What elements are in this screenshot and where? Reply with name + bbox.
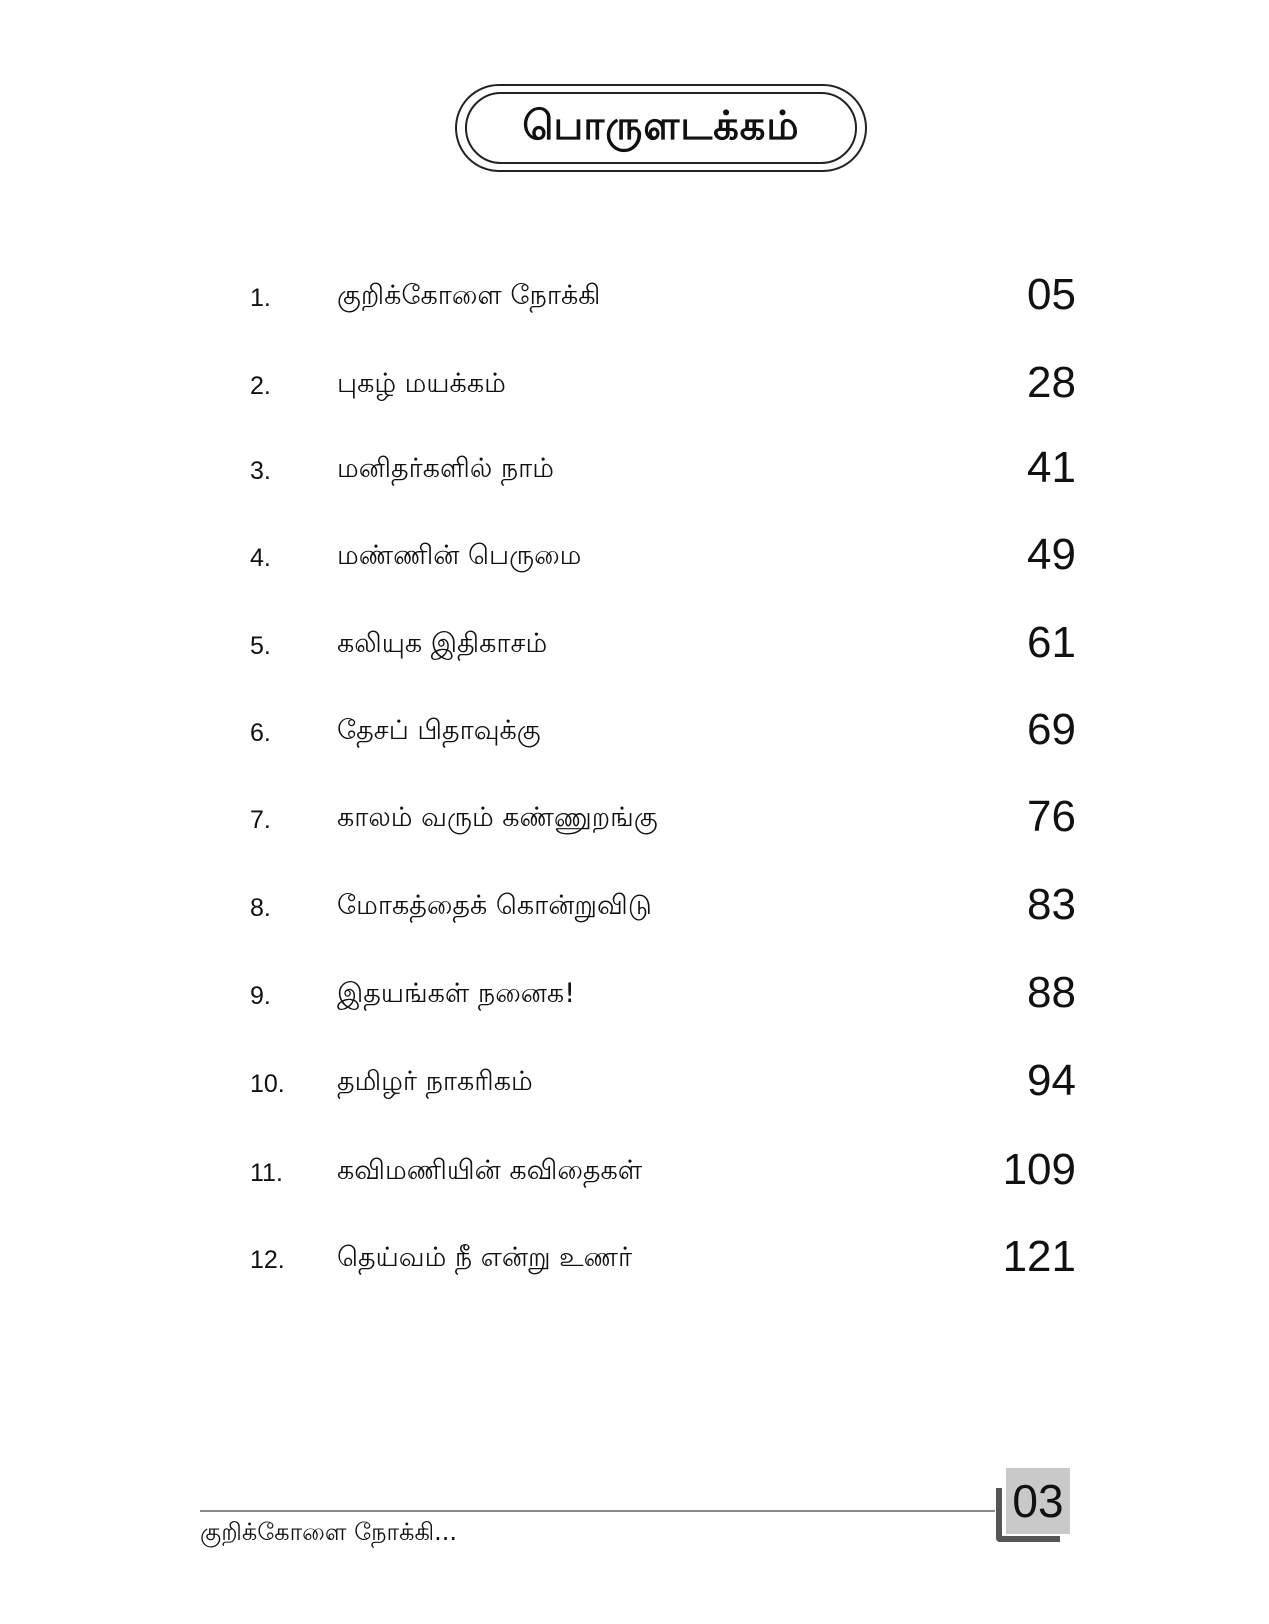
toc-entry-title: கவிமணியின் கவிதைகள்	[337, 1155, 643, 1186]
footer-divider	[200, 1510, 995, 1512]
toc-entry-title: காலம் வரும் கண்ணுறங்கு	[337, 802, 658, 833]
toc-entry-number: 3.	[250, 457, 271, 485]
toc-entry-title: மண்ணின் பெருமை	[337, 540, 582, 571]
toc-entry-number: 2.	[250, 372, 271, 400]
toc-entry[interactable]	[0, 443, 1269, 503]
toc-entry-number: 9.	[250, 982, 271, 1010]
toc-entry-page: 41	[1027, 443, 1076, 492]
toc-entry-number: 12.	[250, 1246, 285, 1274]
toc-entry-title: குறிக்கோளை நோக்கி	[337, 280, 601, 311]
toc-entry[interactable]	[0, 1145, 1269, 1205]
toc-entry-number: 6.	[250, 719, 271, 747]
toc-entry[interactable]	[0, 792, 1269, 852]
toc-entry-number: 5.	[250, 632, 271, 660]
heading-frame	[455, 84, 867, 172]
toc-entry-number: 8.	[250, 894, 271, 922]
running-title: குறிக்கோளை நோக்கி...	[200, 1518, 457, 1546]
toc-entry-title: மனிதர்களில் நாம்	[337, 453, 554, 484]
heading-inner-frame	[465, 92, 857, 164]
toc-entry-page: 121	[1002, 1232, 1076, 1281]
toc-entry[interactable]	[0, 618, 1269, 678]
toc-entry-title: கலியுக இதிகாசம்	[337, 628, 548, 659]
toc-entry-title: புகழ் மயக்கம்	[337, 368, 506, 399]
toc-entry-page: 69	[1027, 705, 1076, 754]
toc-entry-page: 94	[1027, 1056, 1076, 1105]
toc-entry-number: 7.	[250, 806, 271, 834]
toc-entry-title: தமிழர் நாகரிகம்	[337, 1066, 533, 1097]
toc-entry-page: 83	[1027, 880, 1076, 929]
toc-entry-page: 05	[1027, 270, 1076, 319]
toc-entry-page: 28	[1027, 358, 1076, 407]
toc-entry[interactable]	[0, 270, 1269, 330]
toc-entry[interactable]	[0, 968, 1269, 1028]
toc-entry-title: தேசப் பிதாவுக்கு	[337, 715, 541, 746]
toc-entry[interactable]	[0, 530, 1269, 590]
toc-entry-page: 76	[1027, 792, 1076, 841]
toc-entry-page: 49	[1027, 530, 1076, 579]
toc-entry-number: 4.	[250, 544, 271, 572]
toc-entry[interactable]	[0, 1056, 1269, 1116]
toc-entry[interactable]	[0, 1232, 1269, 1292]
toc-entry-title: இதயங்கள் நனைக!	[337, 978, 576, 1009]
toc-entry-number: 11.	[250, 1159, 283, 1187]
toc-entry[interactable]	[0, 880, 1269, 940]
page-title: பொருளடக்கம்	[522, 102, 800, 149]
toc-entry-page: 61	[1027, 618, 1076, 667]
toc-entry-title: தெய்வம் நீ என்று உணர்	[337, 1242, 633, 1273]
toc-entry-number: 10.	[250, 1070, 285, 1098]
toc-entry[interactable]	[0, 705, 1269, 765]
toc-entry-title: மோகத்தைக் கொன்றுவிடு	[337, 890, 652, 921]
toc-entry-page: 88	[1027, 968, 1076, 1017]
toc-entry-page: 109	[1002, 1145, 1076, 1194]
toc-entry[interactable]	[0, 358, 1269, 418]
toc-entry-number: 1.	[250, 284, 271, 312]
page-number: 03	[1012, 1475, 1064, 1527]
page-number-box	[1006, 1468, 1070, 1534]
